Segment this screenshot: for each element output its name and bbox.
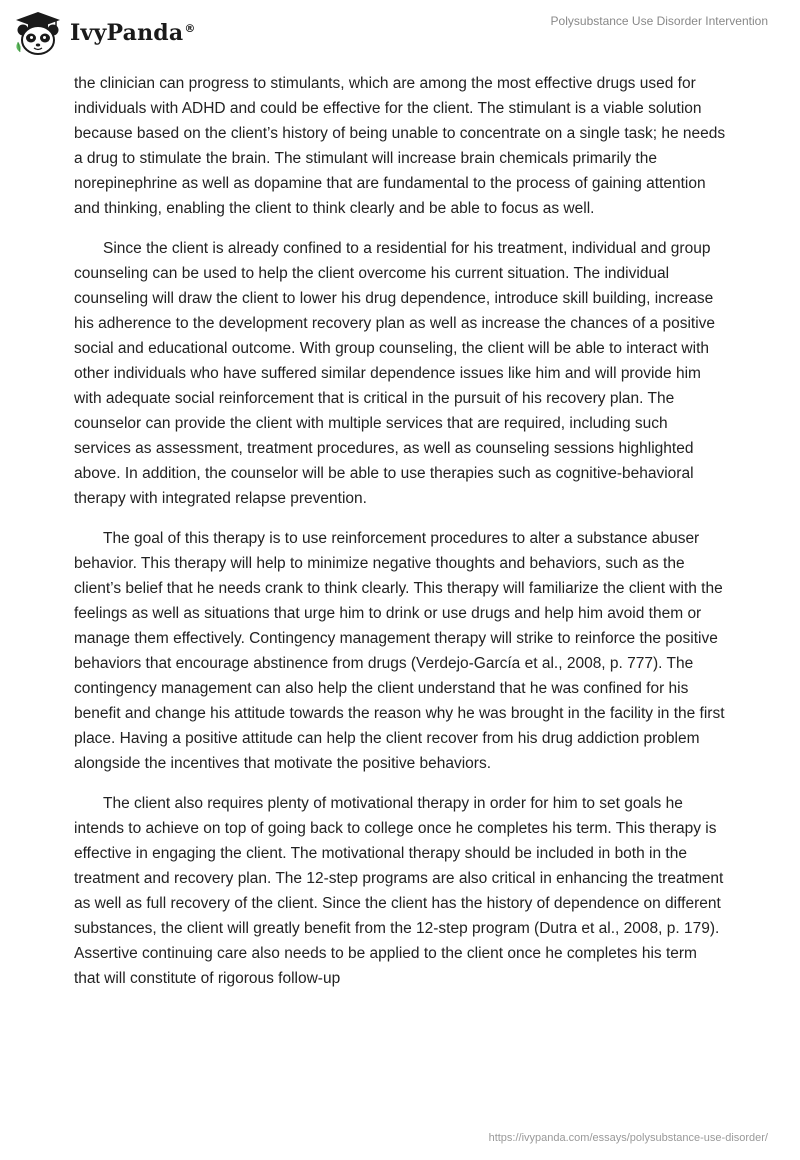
ivypanda-logo[interactable] bbox=[12, 10, 196, 56]
paragraph: The client also requires plenty of motivational therapy in order for him to set goals he intends to achieve on top of going back to college once he completes his term. This therapy is effective in engaging the client. The motivational therapy should be included in both in the treatment and recovery plan. The 12-step programs are also critical in enhancing the treatment as well as full recovery of the client. Since the client has the history of dependence on different substances, the client will greatly benefit from the 12-step program (Dutra et al., 2008, p. 179). Assertive continuing care also needs to be applied to the client once he completes his term that will constitute of rigorous follow-up bbox=[74, 795, 724, 987]
page-header bbox=[0, 0, 800, 70]
brand-name: IvyPanda® bbox=[70, 20, 196, 46]
paragraph: Since the client is already confined to a residential for his treatment, individual and group counseling can be used to help the client overcome his current situation. The individual counseling will draw the client to lower his drug dependence, introduce skill building, increase his adherence to the development recovery plan as well as increase the chances of a positive social and educational outcome. With group counseling, the client will be able to interact with other individuals who have suffered similar dependence issues like him and will provide him with adequate social reinforcement that is critical in the pursuit of his recovery plan. The counselor can provide the client with multiple services that are required, including such services as assessment, treatment procedures, as well as counseling sessions highlighted above. In addition, the counselor will be able to use therapies such as cognitive-behavioral therapy with integrated relapse prevention. bbox=[74, 240, 716, 507]
panda-graduate-icon bbox=[12, 10, 64, 56]
source-url[interactable]: https://ivypanda.com/essays/polysubstance-use-disorder/ bbox=[488, 1132, 768, 1144]
essay-body bbox=[74, 72, 726, 1008]
paragraph: The goal of this therapy is to use reinforcement procedures to alter a substance abuser behavior. This therapy will help to minimize negative thoughts and behaviors, such as the client’s belief that he needs crank to think clearly. This therapy will familiarize the client with the feelings as well as situations that urge him to drink or use drugs and help him avoid them or manage them effectively. Contingency management therapy will strike to reinforce the positive behaviors that encourage abstinence from drugs (Verdejo-García et al., 2008, p. 777). The contingency management can also help the client understand that he was confined for his benefit and change his attitude towards the reason why he was brought in the facility in the first place. Having a positive attitude can help the client recover from his drug addiction problem alongside the incentives that motivate the positive behaviors. bbox=[74, 530, 725, 772]
document-title: Polysubstance Use Disorder Intervention bbox=[550, 14, 768, 28]
paragraph: the clinician can progress to stimulants, which are among the most effective drugs used for individuals with ADHD and could be effective for the client. The stimulant is a viable solution because based on the client’s history of being unable to concentrate on a single task; he needs a drug to stimulate the brain. The stimulant will increase brain chemicals primarily the norepinephrine as well as dopamine that are fundamental to the process of gaining attention and thinking, enabling the client to think clearly and be able to focus as well. bbox=[74, 75, 726, 217]
